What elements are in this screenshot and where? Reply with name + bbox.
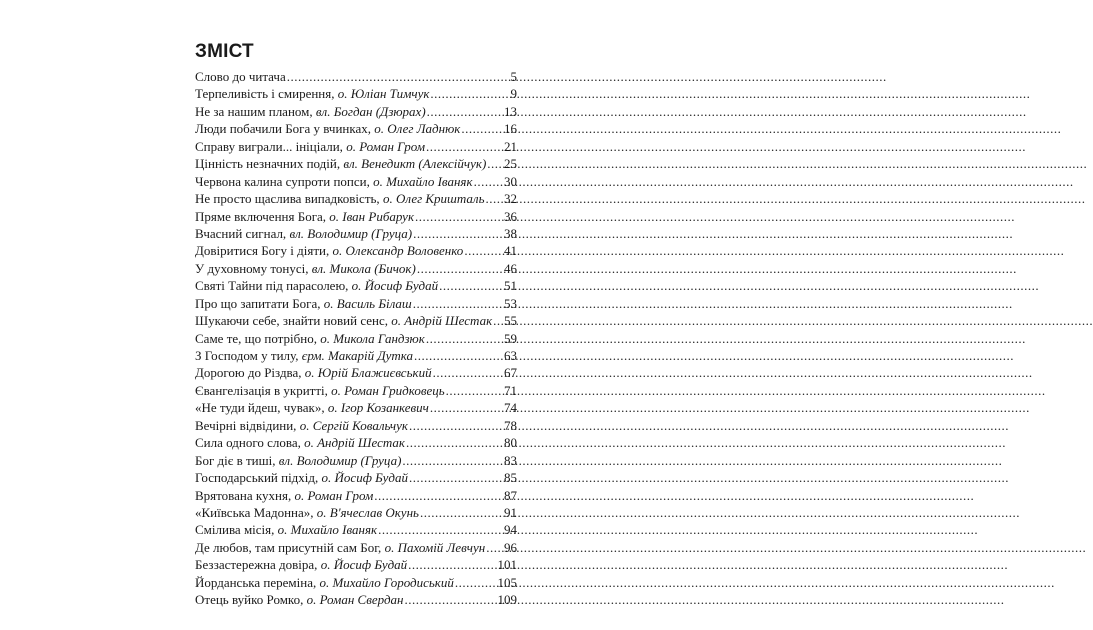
entry-author: о. Роман Гридковець	[331, 382, 445, 398]
entry-author: о. Андрій Шестак	[391, 313, 493, 329]
entry-page-number: 32	[504, 191, 517, 207]
toc-entry	[195, 591, 517, 608]
dot-leader	[415, 208, 503, 225]
dot-leader	[413, 295, 503, 312]
toc-entry	[195, 260, 517, 277]
toc-entry	[195, 208, 517, 225]
entry-title: Євангелізація в укритті,	[195, 382, 332, 398]
entry-author: о. Роман Свердан	[306, 592, 404, 608]
toc-entry	[195, 347, 517, 364]
toc-entry	[195, 469, 517, 486]
entry-title: Святі Тайни під парасолею,	[195, 278, 352, 294]
entry-page-number: 71	[504, 382, 517, 398]
toc-entry	[195, 521, 517, 538]
entry-author: вл. Володимир (Груца)	[278, 452, 402, 468]
entry-title: Саме те, що потрібно,	[195, 330, 321, 346]
toc-entry	[195, 242, 517, 259]
entry-author: єрм. Макарій Дутка	[301, 348, 414, 363]
entry-title: Цінність незначних подій,	[195, 156, 344, 172]
dot-leader	[464, 242, 503, 259]
entry-text	[195, 487, 373, 504]
entry-author: о. Йосиф Будай	[320, 557, 408, 573]
entry-text	[195, 469, 408, 486]
entry-title: Отець вуйко Ромко,	[195, 592, 307, 608]
entry-title: Справу виграли... ініціали,	[195, 138, 347, 154]
entry-title: Не просто щаслива випадковість,	[195, 191, 383, 207]
dot-leader	[446, 382, 503, 399]
entry-text	[195, 364, 432, 381]
toc-entry	[195, 103, 517, 120]
entry-page-number: 101	[497, 557, 517, 573]
entry-author: вл. Микола (Бичок)	[311, 260, 416, 276]
entry-page-number: 30	[504, 173, 517, 189]
entry-author: о. Йосиф Будай	[351, 278, 439, 294]
dot-leader	[426, 330, 503, 347]
entry-page-number: 105	[497, 574, 517, 590]
entry-text	[195, 103, 426, 120]
entry-title: Йорданська переміна,	[195, 574, 320, 590]
toc-entry	[195, 452, 517, 469]
toc-entry	[195, 138, 517, 155]
entry-author: о. Роман Гром	[346, 138, 425, 154]
dot-leader	[439, 277, 503, 294]
dot-leader	[461, 120, 503, 137]
entry-author: о. Іван Рибарук	[329, 208, 415, 224]
entry-title: З Господом у тилу,	[195, 348, 302, 363]
entry-text	[195, 295, 412, 312]
entry-text	[195, 434, 405, 451]
toc-entry	[195, 556, 517, 573]
entry-author: о. Ігор Козанкевич	[327, 400, 429, 416]
entry-page-number: 74	[504, 400, 517, 416]
dot-leader	[486, 190, 504, 207]
entry-title: Слово до читача	[195, 69, 286, 84]
entry-text	[195, 452, 401, 469]
dot-leader	[417, 260, 503, 277]
entry-author: о. Олександр Воловенко	[332, 243, 464, 259]
entry-page-number: 46	[504, 260, 517, 276]
dot-leader	[406, 434, 503, 451]
dot-leader	[474, 173, 503, 190]
entry-text	[195, 504, 419, 521]
entry-page-number: 41	[504, 243, 517, 259]
entry-page-number: 38	[504, 225, 517, 241]
entry-author: о. Андрій Шестак	[304, 435, 405, 451]
entry-page-number: 80	[504, 435, 517, 451]
toc-entry	[195, 434, 517, 451]
toc-entry	[195, 155, 517, 172]
dot-leader	[493, 312, 503, 329]
entry-author: о. В'ячеслав Окунь	[316, 504, 419, 520]
entry-title: Вчасний сигнал,	[195, 225, 290, 241]
entry-page-number: 21	[504, 138, 517, 154]
entry-author: о. Василь Білаш	[323, 295, 412, 311]
entry-text	[195, 539, 485, 556]
entry-text	[195, 574, 454, 591]
entry-page-number: 9	[510, 86, 517, 102]
entry-title: Довіритися Богу і діяти,	[195, 243, 333, 259]
toc-entry	[195, 539, 517, 556]
table-of-contents	[195, 40, 517, 609]
dot-leader	[378, 521, 503, 538]
dot-leader	[409, 417, 503, 434]
toc-entry	[195, 277, 517, 294]
entry-author: о. Михайло Іваняк	[373, 173, 473, 189]
entry-text	[195, 225, 412, 242]
entry-text	[195, 277, 438, 294]
entry-text	[195, 208, 414, 225]
entry-title: «Не туди йдеш, чувак»,	[195, 400, 328, 416]
entry-title: Сила одного слова,	[195, 435, 305, 451]
entry-text	[195, 85, 429, 102]
entry-text	[195, 312, 492, 329]
toc-entry	[195, 417, 517, 434]
entry-title: Де любов, там присутній сам Бог,	[195, 539, 385, 555]
dot-leader	[427, 103, 503, 120]
entry-author: о. Пахомій Левчун	[384, 539, 486, 555]
entry-author: о. Сергій Ковальчук	[299, 417, 408, 433]
entry-page-number: 5	[510, 69, 517, 84]
toc-entry	[195, 504, 517, 521]
entry-page-number: 51	[504, 278, 517, 294]
dot-leader	[420, 504, 503, 521]
entry-author: вл. Венедикт (Алексійчук)	[343, 156, 487, 172]
toc-entry	[195, 312, 517, 329]
entry-page-number: 36	[504, 208, 517, 224]
entry-page-number: 83	[504, 452, 517, 468]
entry-text	[195, 260, 416, 277]
entry-text	[195, 330, 425, 347]
entry-page-number: 59	[504, 330, 517, 346]
entry-text	[195, 242, 463, 259]
toc-entry	[195, 225, 517, 242]
dot-leader	[486, 539, 503, 556]
page-title: ЗМІСТ	[195, 41, 254, 62]
toc-entry	[195, 382, 517, 399]
dot-leader	[409, 469, 503, 486]
entry-author: о. Йосиф Будай	[321, 470, 408, 486]
entry-page-number: 16	[504, 121, 517, 137]
dot-leader	[426, 138, 503, 155]
dot-leader	[430, 85, 509, 102]
entry-text	[195, 591, 404, 608]
entry-title: Не за нашим планом,	[195, 103, 316, 119]
toc-list	[195, 68, 517, 609]
entry-title: Врятована кухня,	[195, 487, 295, 503]
entry-author: о. Олег Ладнюк	[374, 121, 461, 137]
entry-title: «Київська Мадонна»,	[195, 504, 317, 520]
entry-author: о. Олег Кришталь	[382, 191, 485, 207]
entry-text	[195, 521, 377, 538]
toc-entry	[195, 120, 517, 137]
toc-entry	[195, 330, 517, 347]
entry-author: о. Михайло Іваняк	[277, 522, 378, 538]
dot-leader	[487, 155, 503, 172]
dot-leader	[287, 68, 510, 85]
entry-author: о. Роман Гром	[294, 487, 374, 503]
entry-author: о. Юліан Тимчук	[337, 86, 430, 102]
dot-leader	[433, 364, 503, 381]
toc-entry	[195, 295, 517, 312]
entry-title: Терпеливість і смирення,	[195, 86, 338, 102]
entry-title: Господарський підхід,	[195, 470, 322, 486]
entry-author: о. Михайло Городиський	[319, 574, 454, 590]
dot-leader	[402, 452, 503, 469]
entry-page-number: 87	[504, 487, 517, 503]
entry-page-number: 78	[504, 417, 517, 433]
toc-entry	[195, 399, 517, 416]
entry-text	[195, 556, 407, 573]
entry-text	[195, 417, 408, 434]
entry-text	[195, 190, 485, 207]
entry-page-number: 109	[497, 592, 517, 608]
toc-entry	[195, 364, 517, 381]
entry-page-number: 63	[504, 348, 517, 363]
entry-page-number: 13	[504, 103, 517, 119]
toc-entry	[195, 190, 517, 207]
entry-title: Шукаючи себе, знайти новий сенс,	[195, 313, 392, 329]
dot-leader	[414, 347, 503, 364]
toc-entry	[195, 68, 517, 85]
entry-text	[195, 120, 460, 137]
entry-title: Вечірні відвідини,	[195, 417, 300, 433]
entry-page-number: 91	[504, 504, 517, 520]
entry-title: Про що запитати Бога,	[195, 295, 324, 311]
entry-title: У духовному тонусі,	[195, 260, 312, 276]
entry-text	[195, 138, 425, 155]
entry-text	[195, 399, 429, 416]
entry-author: вл. Богдан (Дзюрах)	[315, 103, 426, 119]
entry-author: о. Микола Гандзюк	[320, 330, 425, 346]
entry-title: Червона калина супроти попси,	[195, 173, 374, 189]
entry-title: Смілива місія,	[195, 522, 278, 538]
toc-entry	[195, 487, 517, 504]
entry-title: Бог діє в тиші,	[195, 452, 279, 468]
dot-leader	[374, 487, 503, 504]
entry-text	[195, 382, 445, 399]
entry-page-number: 85	[504, 470, 517, 486]
entry-text	[195, 173, 473, 190]
entry-title: Беззастережна довіра,	[195, 557, 321, 573]
entry-author: о. Юрій Блажиєвський	[304, 365, 432, 381]
entry-page-number: 67	[504, 365, 517, 381]
dot-leader	[455, 574, 497, 591]
entry-page-number: 53	[504, 295, 517, 311]
entry-page-number: 96	[504, 539, 517, 555]
entry-title: Пряме включення Бога,	[195, 208, 330, 224]
entry-author: вл. Володимир (Груца)	[289, 225, 413, 241]
entry-page-number: 55	[504, 313, 517, 329]
dot-leader	[408, 556, 496, 573]
entry-page-number: 94	[504, 522, 517, 538]
entry-text	[195, 155, 486, 172]
toc-entry	[195, 173, 517, 190]
entry-title: Люди побачили Бога у вчинках,	[195, 121, 375, 137]
entry-page-number: 25	[504, 156, 517, 172]
toc-entry	[195, 574, 517, 591]
dot-leader	[413, 225, 503, 242]
entry-text	[195, 347, 413, 364]
dot-leader	[430, 399, 503, 416]
entry-text	[195, 68, 286, 85]
entry-title: Дорогою до Різдва,	[195, 365, 305, 381]
dot-leader	[405, 591, 497, 608]
toc-entry	[195, 85, 517, 102]
